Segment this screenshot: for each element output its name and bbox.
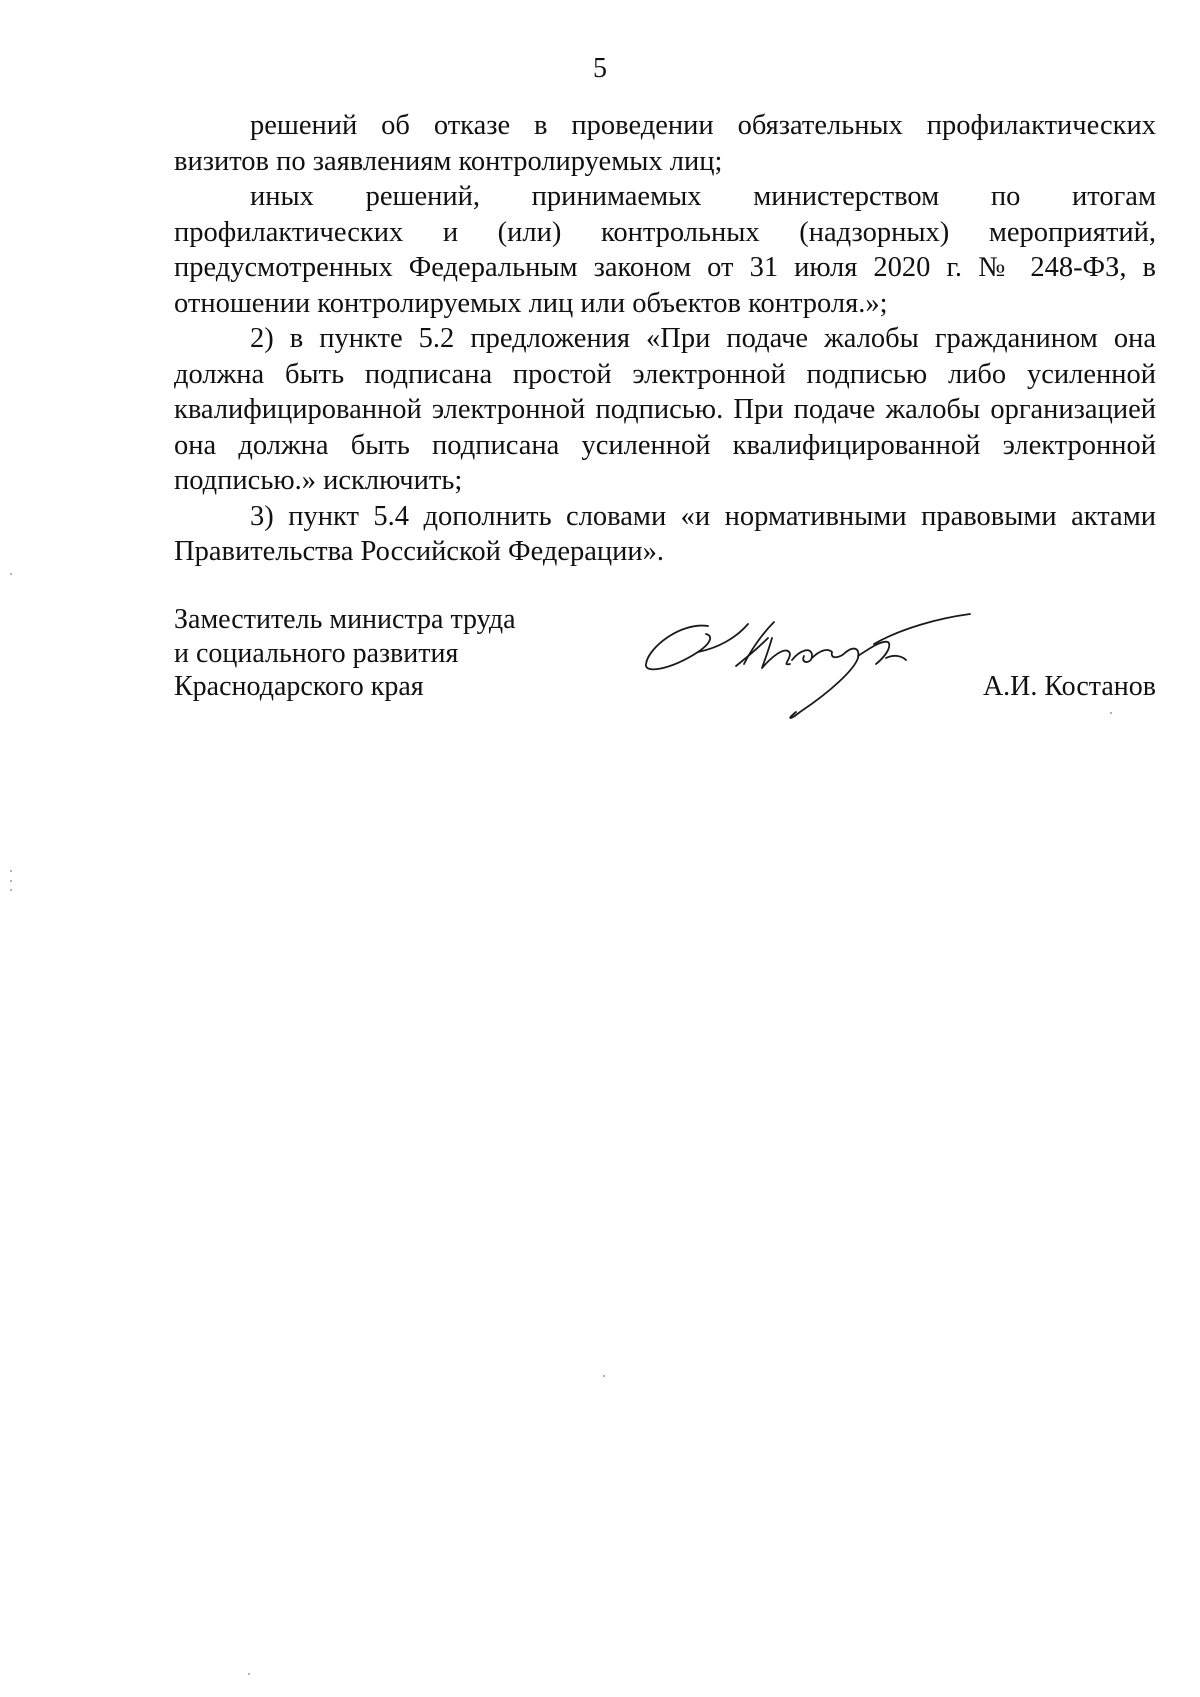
- signatory-position-line: Краснодарского края: [174, 671, 424, 702]
- scan-speck: [248, 1673, 250, 1675]
- handwritten-signature-icon: [640, 608, 1020, 726]
- signatory-position: [174, 603, 516, 704]
- document-body: [174, 108, 1156, 570]
- paragraph-amendment-5-4: 3) пункт 5.4 дополнить словами «и нормативными правовыми актами Правительства Российской Федерации».: [174, 500, 1156, 567]
- signatory-position-line: и социального развития: [174, 637, 459, 669]
- scan-speck: [10, 889, 12, 891]
- paragraph-amendment-5-2: 2) в пункте 5.2 предложения «При подаче жалобы гражданином она должна быть подписана простой электронной подписью либо усиленной квалифицированной электронной подписью. При подаче жалобы организацией она должна быть подписана усиленной квалифицированной электронной подписью.» исключить;: [174, 323, 1156, 496]
- scan-speck: [603, 1375, 605, 1377]
- scan-speck: [10, 870, 12, 872]
- page-number: 5: [593, 53, 607, 84]
- scan-speck: [1110, 712, 1112, 714]
- paragraph-other-decisions: иных решений, принимаемых министерством по итогам профилактических и (или) контрольных (надзорных) мероприятий, предусмотренных Федеральным законом от 31 июля 2020 г. № 248-ФЗ, в отношении контролируемых лиц или объектов контроля.»;: [174, 181, 1156, 319]
- signer-name: А.И. Костанов: [982, 671, 1156, 702]
- paragraph-refusal-decisions: решений об отказе в проведении обязательных профилактических визитов по заявлениям контролируемых лиц;: [174, 110, 1156, 177]
- signatory-position-line: Заместитель министра труда: [174, 604, 516, 635]
- scan-speck: [10, 880, 12, 882]
- scan-speck: [10, 573, 12, 575]
